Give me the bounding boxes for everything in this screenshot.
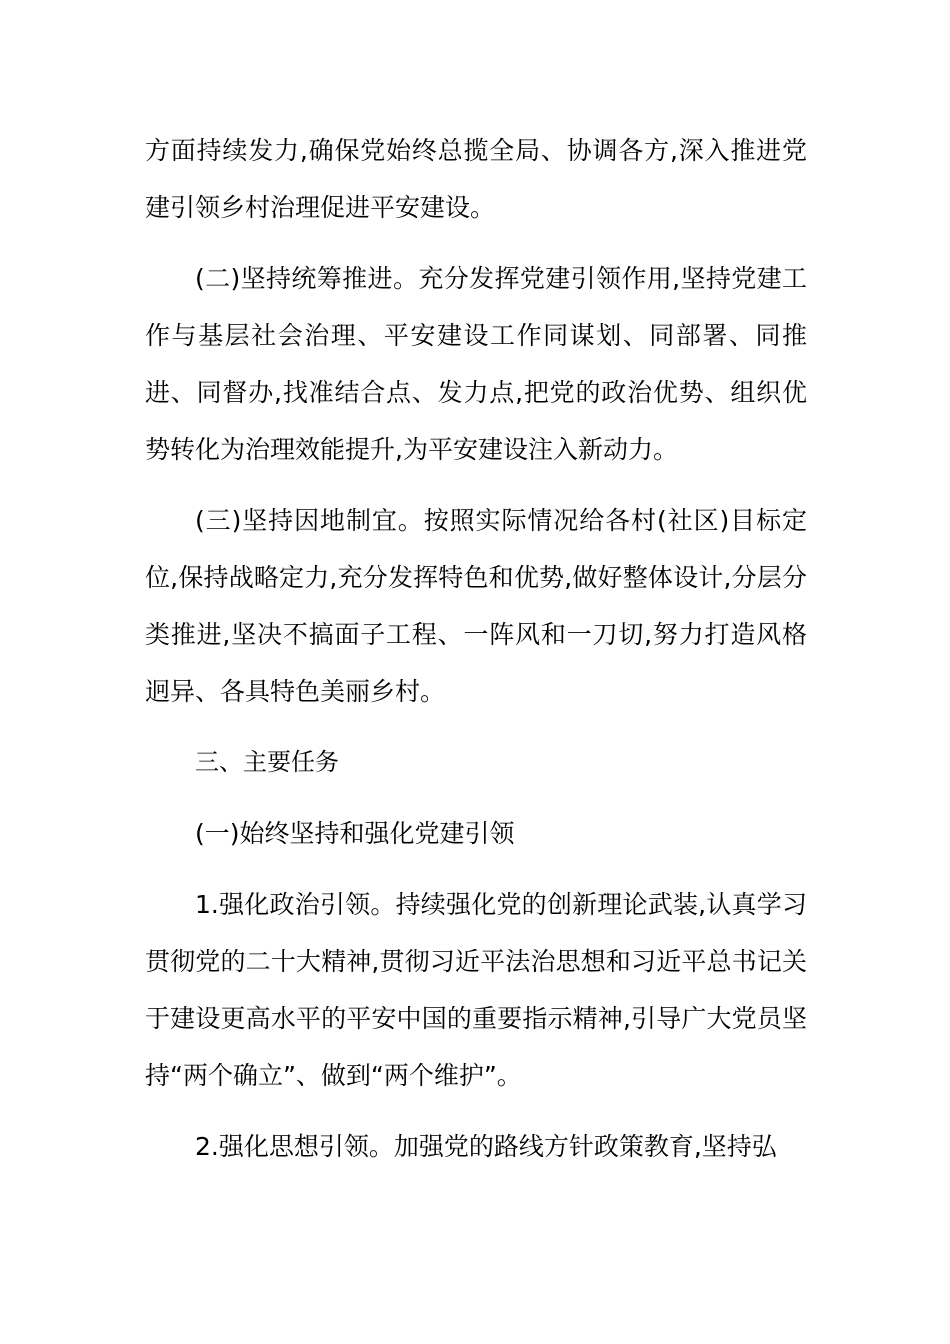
paragraph-local-conditions: (三)坚持因地制宜。按照实际情况给各村(社区)目标定位,保持战略定力,充分发挥特色和优势,做好整体设计,分层分类推进,坚决不搞面子工程、一阵风和一刀切,努力打造风格迥异、各具特色美丽乡村。 [145,506,807,706]
section-heading-main-tasks: 三、主要任务 [195,748,339,776]
document-body [145,122,807,1175]
paragraph-coordinated-advance: (二)坚持统筹推进。充分发挥党建引领作用,坚持党建工作与基层社会治理、平安建设工作同谋划、同部署、同推进、同督办,找准结合点、发力点,把党的政治优势、组织优势转化为治理效能提升,为平安建设注入新动力。 [145,264,807,464]
paragraph-continuation: 方面持续发力,确保党始终总揽全局、协调各方,深入推进党建引领乡村治理促进平安建设。 [145,136,807,222]
paragraph-political-guidance: 1.强化政治引领。持续强化党的创新理论武装,认真学习贯彻党的二十大精神,贯彻习近平法治思想和习近平总书记关于建设更高水平的平安中国的重要指示精神,引导广大党员坚持“两个确立”、做到“两个维护”。 [145,890,807,1090]
paragraph-ideological-guidance: 2.强化思想引领。加强党的路线方针政策教育,坚持弘 [195,1132,777,1161]
subheading-party-leadership: (一)始终坚持和强化党建引领 [195,819,515,848]
